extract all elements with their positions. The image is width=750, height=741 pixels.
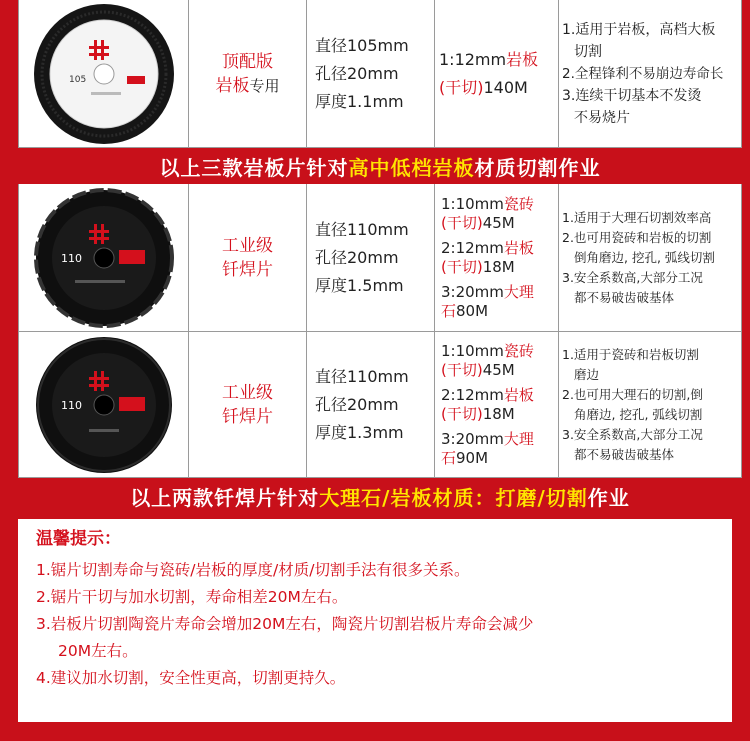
spec-cell xyxy=(307,0,435,147)
product-name-line1: 工业级 xyxy=(222,235,273,256)
lifespan-cell xyxy=(435,332,559,477)
features-cell xyxy=(559,0,743,147)
spec-thickness: 厚度1.1mm xyxy=(315,91,404,111)
feature-line: 都不易破齿破基体 xyxy=(574,446,675,462)
summary-banner-1 xyxy=(18,148,742,184)
spec-diameter: 直径105mm xyxy=(315,35,409,55)
product-row-2 xyxy=(18,184,742,332)
spec-cell xyxy=(307,332,435,477)
tips-title: 温馨提示： xyxy=(36,529,121,549)
svg-text:110: 110 xyxy=(61,399,82,412)
lifespan-line: 石80M xyxy=(441,301,489,320)
feature-line: 3.安全系数高,大部分工况 xyxy=(562,269,703,285)
product-name-suffix: 专用 xyxy=(249,76,280,95)
spec-bore: 孔径20mm xyxy=(315,247,399,267)
banner-text: 以上三款岩板片针对 xyxy=(159,155,349,180)
lifespan-cell xyxy=(435,184,559,331)
saw-blade-image xyxy=(31,335,177,479)
banner-highlight: 高中低档岩板 xyxy=(348,155,475,180)
spec-diameter: 直径110mm xyxy=(315,366,409,386)
tip-item-continuation: 20M左右。 xyxy=(58,642,138,660)
features-cell xyxy=(559,184,743,331)
lifespan-cell xyxy=(435,0,559,147)
banner-text: 材质切割作业 xyxy=(474,155,601,180)
lifespan-line: 3:20mm大理 xyxy=(441,282,534,301)
product-name-line2: 岩板 xyxy=(215,75,250,96)
feature-line: 3.安全系数高,大部分工况 xyxy=(562,426,703,442)
feature-line: 1.适用于瓷砖和岩板切割 xyxy=(562,346,699,362)
product-name-line2: 钎焊片 xyxy=(222,259,273,280)
product-name-line1: 工业级 xyxy=(222,382,273,403)
feature-line: 2.也可用瓷砖和岩板的切割 xyxy=(562,229,712,245)
spec-diameter: 直径110mm xyxy=(315,219,409,239)
feature-line: 3.连续干切基本不发烫 xyxy=(562,87,702,104)
banner-text: 作业 xyxy=(587,485,630,510)
lifespan-line: (干切)45M xyxy=(441,360,515,379)
lifespan-line: (干切)18M xyxy=(441,257,515,276)
feature-line: 切割 xyxy=(574,43,602,60)
spec-cell xyxy=(307,184,435,331)
product-image-cell xyxy=(19,332,189,477)
tip-item: 4.建议加水切割，安全性更高，切割更持久。 xyxy=(36,669,346,687)
svg-text:105: 105 xyxy=(69,75,87,85)
svg-text:110: 110 xyxy=(61,252,82,265)
feature-line: 磨边 xyxy=(574,366,600,382)
tip-item: 3.岩板片切割陶瓷片寿命会增加20M左右，陶瓷片切割岩板片寿命会减少 xyxy=(36,615,534,633)
feature-line: 不易烧片 xyxy=(574,109,630,126)
lifespan-line: (干切)140M xyxy=(439,77,528,97)
lifespan-line: (干切)18M xyxy=(441,404,515,423)
product-name-line1: 顶配版 xyxy=(221,51,273,72)
banner-text: 以上两款钎焊片针对 xyxy=(130,485,320,510)
saw-blade-image xyxy=(31,188,177,332)
lifespan-line: 石90M xyxy=(441,448,489,467)
feature-line: 角磨边, 挖孔, 弧线切割 xyxy=(574,406,703,422)
product-name-line2: 钎焊片 xyxy=(222,406,273,427)
product-image-cell xyxy=(19,0,189,147)
feature-line: 都不易破齿破基体 xyxy=(574,289,675,305)
lifespan-line: 1:12mm岩板 xyxy=(439,49,539,69)
feature-line: 2.也可用大理石的切割,倒 xyxy=(562,386,703,402)
product-row-1 xyxy=(18,0,742,148)
tips-panel xyxy=(18,519,732,722)
banner-highlight: 大理石/岩板材质：打磨/切割 xyxy=(319,485,588,510)
product-image-cell xyxy=(19,184,189,331)
spec-bore: 孔径20mm xyxy=(315,394,399,414)
lifespan-line: 1:10mm瓷砖 xyxy=(441,341,534,360)
feature-line: 倒角磨边, 挖孔, 弧线切割 xyxy=(574,249,715,265)
summary-banner-2 xyxy=(18,478,742,514)
tip-item: 1.锯片切割寿命与瓷砖/岩板的厚度/材质/切割手法有很多关系。 xyxy=(36,561,470,579)
product-name-cell xyxy=(189,184,307,331)
lifespan-line: (干切)45M xyxy=(441,213,515,232)
lifespan-line: 3:20mm大理 xyxy=(441,429,534,448)
product-name-cell xyxy=(189,0,307,147)
spec-bore: 孔径20mm xyxy=(315,63,399,83)
tip-item: 2.锯片干切与加水切割，寿命相差20M左右。 xyxy=(36,588,348,606)
product-row-3 xyxy=(18,332,742,478)
lifespan-line: 1:10mm瓷砖 xyxy=(441,194,534,213)
lifespan-line: 2:12mm岩板 xyxy=(441,385,534,404)
spec-thickness: 厚度1.3mm xyxy=(315,422,404,442)
features-cell xyxy=(559,332,743,477)
spec-thickness: 厚度1.5mm xyxy=(315,275,404,295)
feature-line: 1.适用于大理石切割效率高 xyxy=(562,209,712,225)
saw-blade-image xyxy=(31,4,177,148)
feature-line: 1.适用于岩板，高档大板 xyxy=(562,21,716,38)
feature-line: 2.全程锋利不易崩边寿命长 xyxy=(562,65,724,82)
product-name-cell xyxy=(189,332,307,477)
lifespan-line: 2:12mm岩板 xyxy=(441,238,534,257)
